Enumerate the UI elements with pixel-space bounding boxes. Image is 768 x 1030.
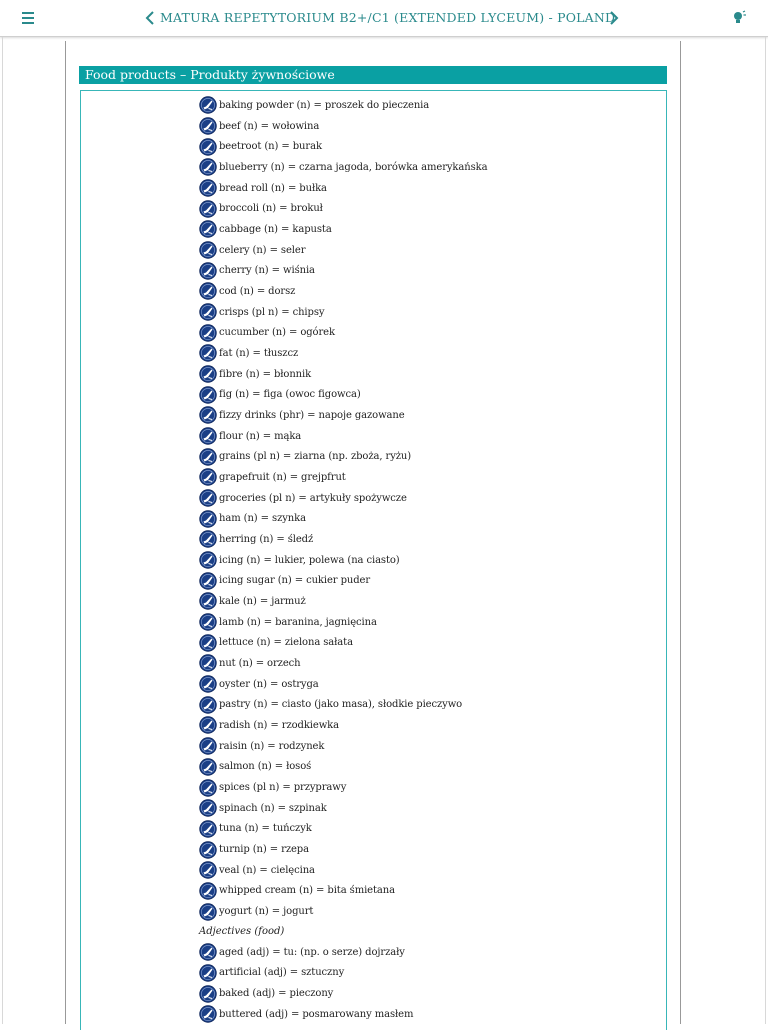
speaker-audio-icon[interactable] <box>199 324 217 342</box>
vocabulary-entry <box>199 488 669 509</box>
top-bar <box>0 0 768 37</box>
vocabulary-entry <box>199 95 669 116</box>
vocabulary-entry <box>199 219 669 240</box>
vocabulary-entry <box>199 777 669 798</box>
entry-text: aged (adj) = tu: (np. o serze) dojrzały <box>219 946 405 958</box>
vocabulary-entry <box>199 570 669 591</box>
chevron-right-icon[interactable] <box>606 8 622 28</box>
entry-text: beef (n) = wołowina <box>219 120 320 132</box>
entry-text: fizzy drinks (phr) = napoje gazowane <box>219 409 405 421</box>
vocabulary-entry <box>199 736 669 757</box>
entry-text: salmon (n) = łosoś <box>219 761 312 773</box>
chevron-left-icon[interactable] <box>143 8 159 28</box>
vocabulary-entry <box>199 1004 669 1025</box>
entry-text: cabbage (n) = kapusta <box>219 223 332 235</box>
speaker-audio-icon[interactable] <box>199 779 217 797</box>
vocabulary-entry <box>199 178 669 199</box>
vocabulary-entry <box>199 405 669 426</box>
vocabulary-entry <box>199 757 669 778</box>
speaker-audio-icon[interactable] <box>199 737 217 755</box>
vocabulary-entry <box>199 653 669 674</box>
vocabulary-entry <box>199 694 669 715</box>
speaker-audio-icon[interactable] <box>199 654 217 672</box>
vocabulary-list <box>199 95 669 1025</box>
speaker-audio-icon[interactable] <box>199 489 217 507</box>
vocabulary-entry <box>199 550 669 571</box>
vocabulary-entry <box>199 302 669 323</box>
speaker-audio-icon[interactable] <box>199 861 217 879</box>
adjectives-subheading: Adjectives (food) <box>199 925 285 937</box>
entry-text: turnip (n) = rzepa <box>219 844 309 856</box>
entry-text: fig (n) = figa (owoc figowca) <box>219 389 361 401</box>
vocabulary-entry <box>199 839 669 860</box>
vocabulary-entry <box>199 136 669 157</box>
speaker-audio-icon[interactable] <box>199 200 217 218</box>
entry-text: baked (adj) = pieczony <box>219 988 334 1000</box>
vocabulary-entry <box>199 426 669 447</box>
entry-text: cherry (n) = wiśnia <box>219 265 315 277</box>
entry-text: oyster (n) = ostryga <box>219 678 319 690</box>
speaker-audio-icon[interactable] <box>199 613 217 631</box>
entry-text: veal (n) = cielęcina <box>219 864 315 876</box>
entry-text: baking powder (n) = proszek do pieczenia <box>219 99 430 111</box>
vocabulary-entry <box>199 632 669 653</box>
entry-text: grapefruit (n) = grejpfrut <box>219 471 346 483</box>
vocabulary-entry <box>199 343 669 364</box>
entry-text: buttered (adj) = posmarowany masłem <box>219 1008 414 1020</box>
vocabulary-entry <box>199 612 669 633</box>
entry-text: groceries (pl n) = artykuły spożywcze <box>219 492 407 504</box>
speaker-audio-icon[interactable] <box>199 427 217 445</box>
entry-text: cucumber (n) = ogórek <box>219 327 335 339</box>
entry-text: lamb (n) = baranina, jagnięcina <box>219 616 377 628</box>
vocabulary-entry <box>199 819 669 840</box>
speaker-audio-icon[interactable] <box>199 241 217 259</box>
vocabulary-entry <box>199 281 669 302</box>
vocabulary-entry <box>199 983 669 1004</box>
vocabulary-entry <box>199 384 669 405</box>
speaker-audio-icon[interactable] <box>199 882 217 900</box>
vocabulary-entry <box>199 157 669 178</box>
speaker-audio-icon[interactable] <box>199 943 217 961</box>
vocabulary-entry <box>199 446 669 467</box>
speaker-audio-icon[interactable] <box>199 262 217 280</box>
vocabulary-entry <box>199 674 669 695</box>
speaker-audio-icon[interactable] <box>199 448 217 466</box>
book-title: MATURA REPETYTORIUM B2+/C1 (EXTENDED LYCEUM) - POLAND <box>160 10 616 25</box>
vocabulary-entry <box>199 240 669 261</box>
speaker-audio-icon[interactable] <box>199 220 217 238</box>
entry-text: yogurt (n) = jogurt <box>219 906 314 918</box>
speaker-audio-icon[interactable] <box>199 386 217 404</box>
speaker-audio-icon[interactable] <box>199 964 217 982</box>
entry-text: beetroot (n) = burak <box>219 141 322 153</box>
vocabulary-entry <box>199 591 669 612</box>
entry-text: spinach (n) = szpinak <box>219 802 327 814</box>
hamburger-menu-icon[interactable] <box>20 10 38 26</box>
entry-text: lettuce (n) = zielona sałata <box>219 637 353 649</box>
speaker-audio-icon[interactable] <box>199 158 217 176</box>
vocabulary-entry <box>199 963 669 984</box>
entry-text: crisps (pl n) = chipsy <box>219 306 325 318</box>
speaker-audio-icon[interactable] <box>199 551 217 569</box>
speaker-audio-icon[interactable] <box>199 903 217 921</box>
speaker-audio-icon[interactable] <box>199 634 217 652</box>
lightbulb-icon[interactable] <box>731 10 747 26</box>
speaker-audio-icon[interactable] <box>199 282 217 300</box>
entry-text: ham (n) = szynka <box>219 513 306 525</box>
section-title: Food products – Produkty żywnościowe <box>79 66 667 84</box>
vocabulary-entry <box>199 508 669 529</box>
entry-text: raisin (n) = rodzynek <box>219 740 325 752</box>
speaker-audio-icon[interactable] <box>199 675 217 693</box>
speaker-audio-icon[interactable] <box>199 820 217 838</box>
entry-text: bread roll (n) = bułka <box>219 182 327 194</box>
speaker-audio-icon[interactable] <box>199 530 217 548</box>
entry-text: broccoli (n) = brokuł <box>219 203 323 215</box>
entry-text: icing sugar (n) = cukier puder <box>219 575 371 587</box>
vocabulary-entry <box>199 260 669 281</box>
speaker-audio-icon[interactable] <box>199 592 217 610</box>
entry-text: celery (n) = seler <box>219 244 306 256</box>
vocabulary-entry <box>199 798 669 819</box>
speaker-audio-icon[interactable] <box>199 799 217 817</box>
speaker-audio-icon[interactable] <box>199 117 217 135</box>
speaker-audio-icon[interactable] <box>199 344 217 362</box>
speaker-audio-icon[interactable] <box>199 572 217 590</box>
entry-text: tuna (n) = tuńczyk <box>219 823 312 835</box>
speaker-audio-icon[interactable] <box>199 96 217 114</box>
entry-text: icing (n) = lukier, polewa (na ciasto) <box>219 554 400 566</box>
entry-text: fibre (n) = błonnik <box>219 368 312 380</box>
entry-text: cod (n) = dorsz <box>219 285 296 297</box>
entry-text: pastry (n) = ciasto (jako masa), słodkie pieczywo <box>219 699 463 711</box>
speaker-audio-icon[interactable] <box>199 696 217 714</box>
speaker-audio-icon[interactable] <box>199 841 217 859</box>
speaker-audio-icon[interactable] <box>199 716 217 734</box>
speaker-audio-icon[interactable] <box>199 1005 217 1023</box>
entry-text: whipped cream (n) = bita śmietana <box>219 885 395 897</box>
speaker-audio-icon[interactable] <box>199 179 217 197</box>
speaker-audio-icon[interactable] <box>199 510 217 528</box>
vocabulary-entry <box>199 715 669 736</box>
speaker-audio-icon[interactable] <box>199 468 217 486</box>
speaker-audio-icon[interactable] <box>199 365 217 383</box>
vocabulary-entry <box>199 322 669 343</box>
vocabulary-entry <box>199 860 669 881</box>
vocabulary-entry <box>199 198 669 219</box>
entry-text: nut (n) = orzech <box>219 657 301 669</box>
entry-text: kale (n) = jarmuż <box>219 595 306 607</box>
vocabulary-entry <box>199 467 669 488</box>
vocabulary-entry <box>199 116 669 137</box>
entry-text: blueberry (n) = czarna jagoda, borówka amerykańska <box>219 161 488 173</box>
vocabulary-entry <box>199 901 669 922</box>
entry-text: herring (n) = śledź <box>219 533 314 545</box>
speaker-audio-icon[interactable] <box>199 303 217 321</box>
vocabulary-entry <box>199 881 669 902</box>
entry-text: artificial (adj) = sztuczny <box>219 967 345 979</box>
vocabulary-entry <box>199 529 669 550</box>
entry-text: spices (pl n) = przyprawy <box>219 782 347 793</box>
speaker-audio-icon[interactable] <box>199 758 217 776</box>
vocabulary-entry <box>199 364 669 385</box>
entry-text: radish (n) = rzodkiewka <box>219 719 340 731</box>
speaker-audio-icon[interactable] <box>199 985 217 1003</box>
entry-text: flour (n) = mąka <box>219 430 302 442</box>
speaker-audio-icon[interactable] <box>199 138 217 156</box>
entry-text: fat (n) = tłuszcz <box>219 347 299 359</box>
entry-text: grains (pl n) = ziarna (np. zboża, ryżu) <box>219 451 412 463</box>
speaker-audio-icon[interactable] <box>199 406 217 424</box>
vocabulary-entry <box>199 942 669 963</box>
